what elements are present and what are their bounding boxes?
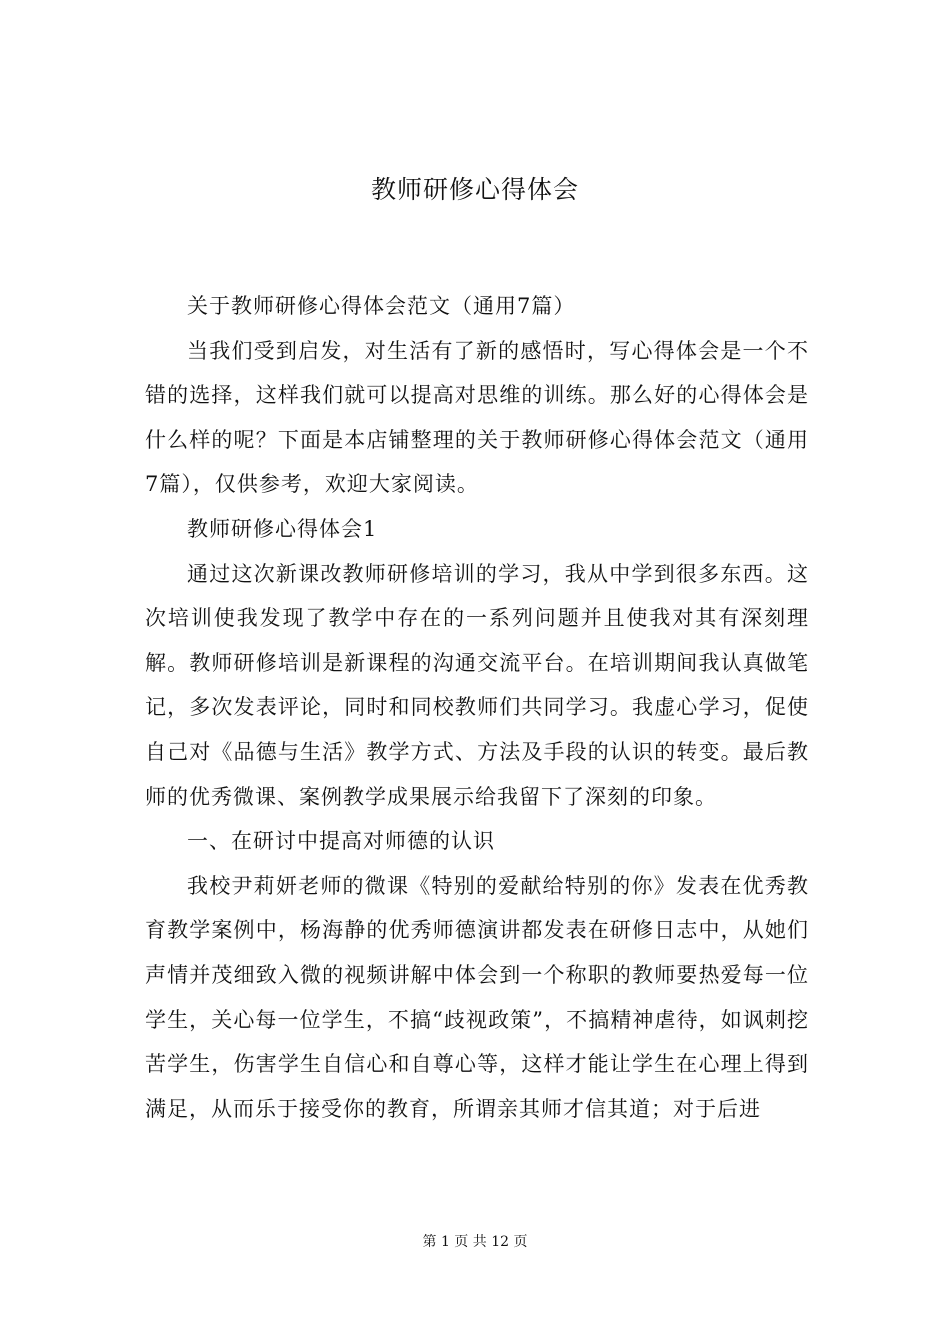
section-heading: 教师研修心得体会1 [187,516,378,541]
body-paragraph: 通过这次新课改教师研修培训的学习，我从中学到很多东西。这次培训使我发现了教学中存在的一系列问题并且使我对其有深刻理解。教师研修培训是新课程的沟通交流平台。在培训期间我认真做笔记，多次发表评论，同时和同校教师们共同学习。我虚心学习，促使自己对《品德与生活》教学方式、方法及手段的认识的转变。最后教师的优秀微课、案例教学成果展示给我留下了深刻的印象。 [145,561,809,809]
page-footer: 第 1 页 共 12 页 [422,1234,528,1250]
subtitle-paragraph: 关于教师研修心得体会范文（通用7篇） [187,294,576,318]
body-paragraph: 我校尹莉妍老师的微课《特别的爱献给特别的你》发表在优秀教育教学案例中，杨海静的优秀师德演讲都发表在研修日志中，从她们声情并茂细致入微的视频讲解中体会到一个称职的教师要热爱每一位学生，关心每一位学生，不搞“歧视政策”，不搞精神虐待，如讽刺挖苦学生，伤害学生自信心和自尊心等，这样才能让学生在心理上得到满足，从而乐于接受你的教育，所谓亲其师才信其道；对于后进 [145,873,809,1121]
document-title: 教师研修心得体会 [370,175,579,204]
document-body [145,284,809,1131]
subsection-heading: 一、在研讨中提高对师德的认识 [187,829,495,854]
intro-paragraph: 当我们受到启发，对生活有了新的感悟时，写心得体会是一个不错的选择，这样我们就可以提高对思维的训练。那么好的心得体会是什么样的呢？下面是本店铺整理的关于教师研修心得体会范文（通用7篇），仅供参考，欢迎大家阅读。 [145,338,809,497]
